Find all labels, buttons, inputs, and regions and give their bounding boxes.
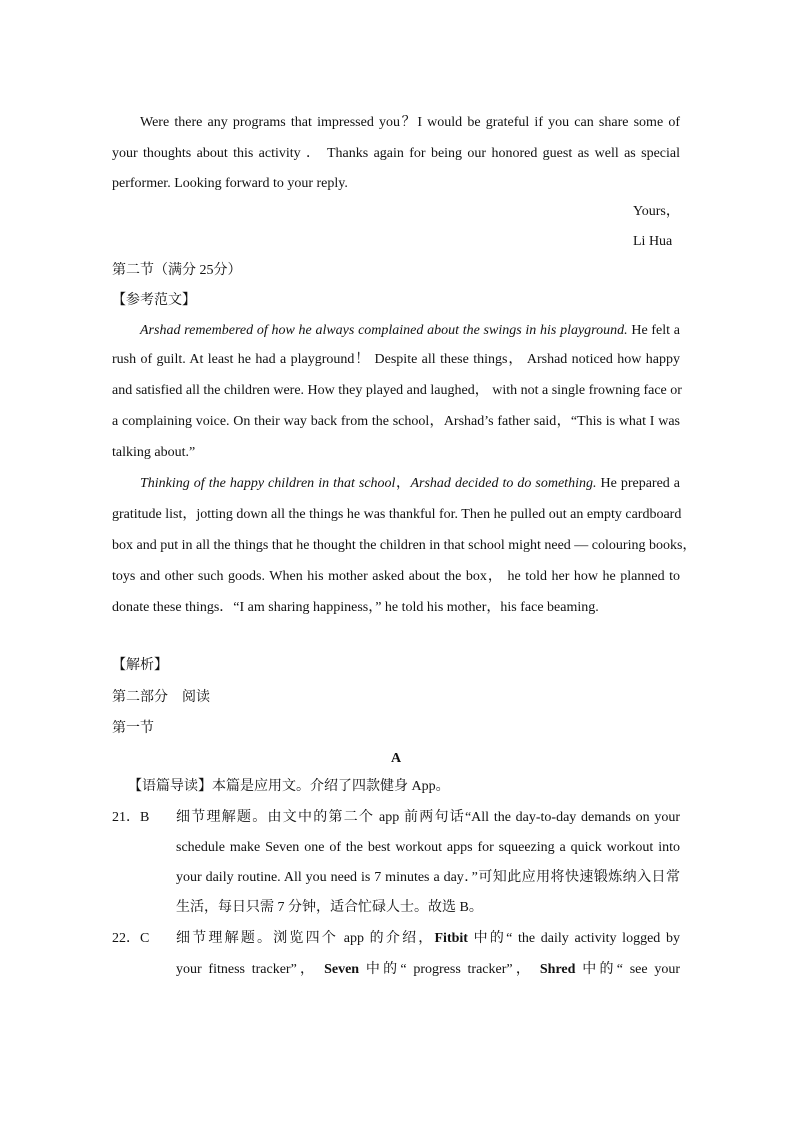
letter-signature: Li Hua <box>633 234 673 249</box>
essay-p2-line-1: Thinking of the happy children in that school，Arshad decided to do something. He prepared a <box>140 476 681 491</box>
essay-p2-opening-a: Thinking of the happy children in that school <box>140 476 396 491</box>
q22-line-1: 细节理解题。浏览四个 app 的介绍，Fitbit 中的“ the daily activity logged by <box>176 931 680 946</box>
reference-label: 【参考范文】 <box>112 293 196 308</box>
letter-line-1: Were there any programs that impressed you？I would be grateful if you can share some of <box>140 115 680 130</box>
q22-number: 22．C <box>112 931 150 946</box>
passage-letter: A <box>390 751 402 766</box>
essay-p2-line-2: gratitude list，jotting down all the things he was thankful for. Then he pulled out an empty cardboard <box>112 507 682 522</box>
q21-line-1: 细节理解题。由文中的第二个 app 前两句话“All the day-to-day demands on your <box>176 810 680 825</box>
essay-p1-line-2: rush of guilt. At least he had a playground！ Despite all these things， Arshad noticed how happy <box>112 352 680 367</box>
q21-line-2: schedule make Seven one of the best workout apps for squeezing a quick workout into <box>176 840 680 855</box>
essay-p1-line-3: and satisfied all the children were. How they played and laughed， with not a single frowning face or <box>112 383 682 398</box>
essay-p1-line-1: Arshad remembered of how he always complained about the swings in his playground. He felt a <box>140 323 680 338</box>
essay-p2-opening-b: Arshad decided to do something. <box>410 476 597 491</box>
essay-p2-line-5: donate these things．“I am sharing happiness，” he told his mother，his face beaming. <box>112 600 599 615</box>
q21-line-4: 生活，每日只需 7 分钟，适合忙碌人士。故选 B。 <box>176 900 483 915</box>
letter-closing: Yours， <box>633 204 680 219</box>
essay-p1-line-5: talking about.” <box>112 445 196 460</box>
essay-p2-line-3: box and put in all the things that he thought the children in that school might need — colouring books， <box>112 538 697 553</box>
letter-line-3: performer. Looking forward to your reply. <box>112 176 348 191</box>
passage-guide: 【语篇导读】本篇是应用文。介绍了四款健身 App。 <box>128 779 450 794</box>
q21-line-3: your daily routine. All you need is 7 minutes a day．”可知此应用将快速锻炼纳入日常 <box>176 870 680 885</box>
letter-line-2: your thoughts about this activity ． Thanks again for being our honored guest as well as special <box>112 146 680 161</box>
part-heading: 第二部分 阅读 <box>112 690 210 705</box>
q21-number: 21．B <box>112 810 150 825</box>
analysis-label: 【解析】 <box>112 658 168 673</box>
essay-p1-opening: Arshad remembered of how he always complained about the swings in his playground. <box>140 323 628 338</box>
essay-p2-line-4: toys and other such goods. When his mother asked about the box， he told her how he planned to <box>112 569 680 584</box>
section-heading: 第二节（满分 25分） <box>112 263 242 278</box>
section-heading-1: 第一节 <box>112 721 154 736</box>
essay-p1-line-4: a complaining voice. On their way back from the school，Arshad’s father said，“This is what I was <box>112 414 680 429</box>
q22-line-2: your fitness tracker”， Seven 中的“ progress tracker”， Shred 中的“ see your <box>176 962 680 977</box>
